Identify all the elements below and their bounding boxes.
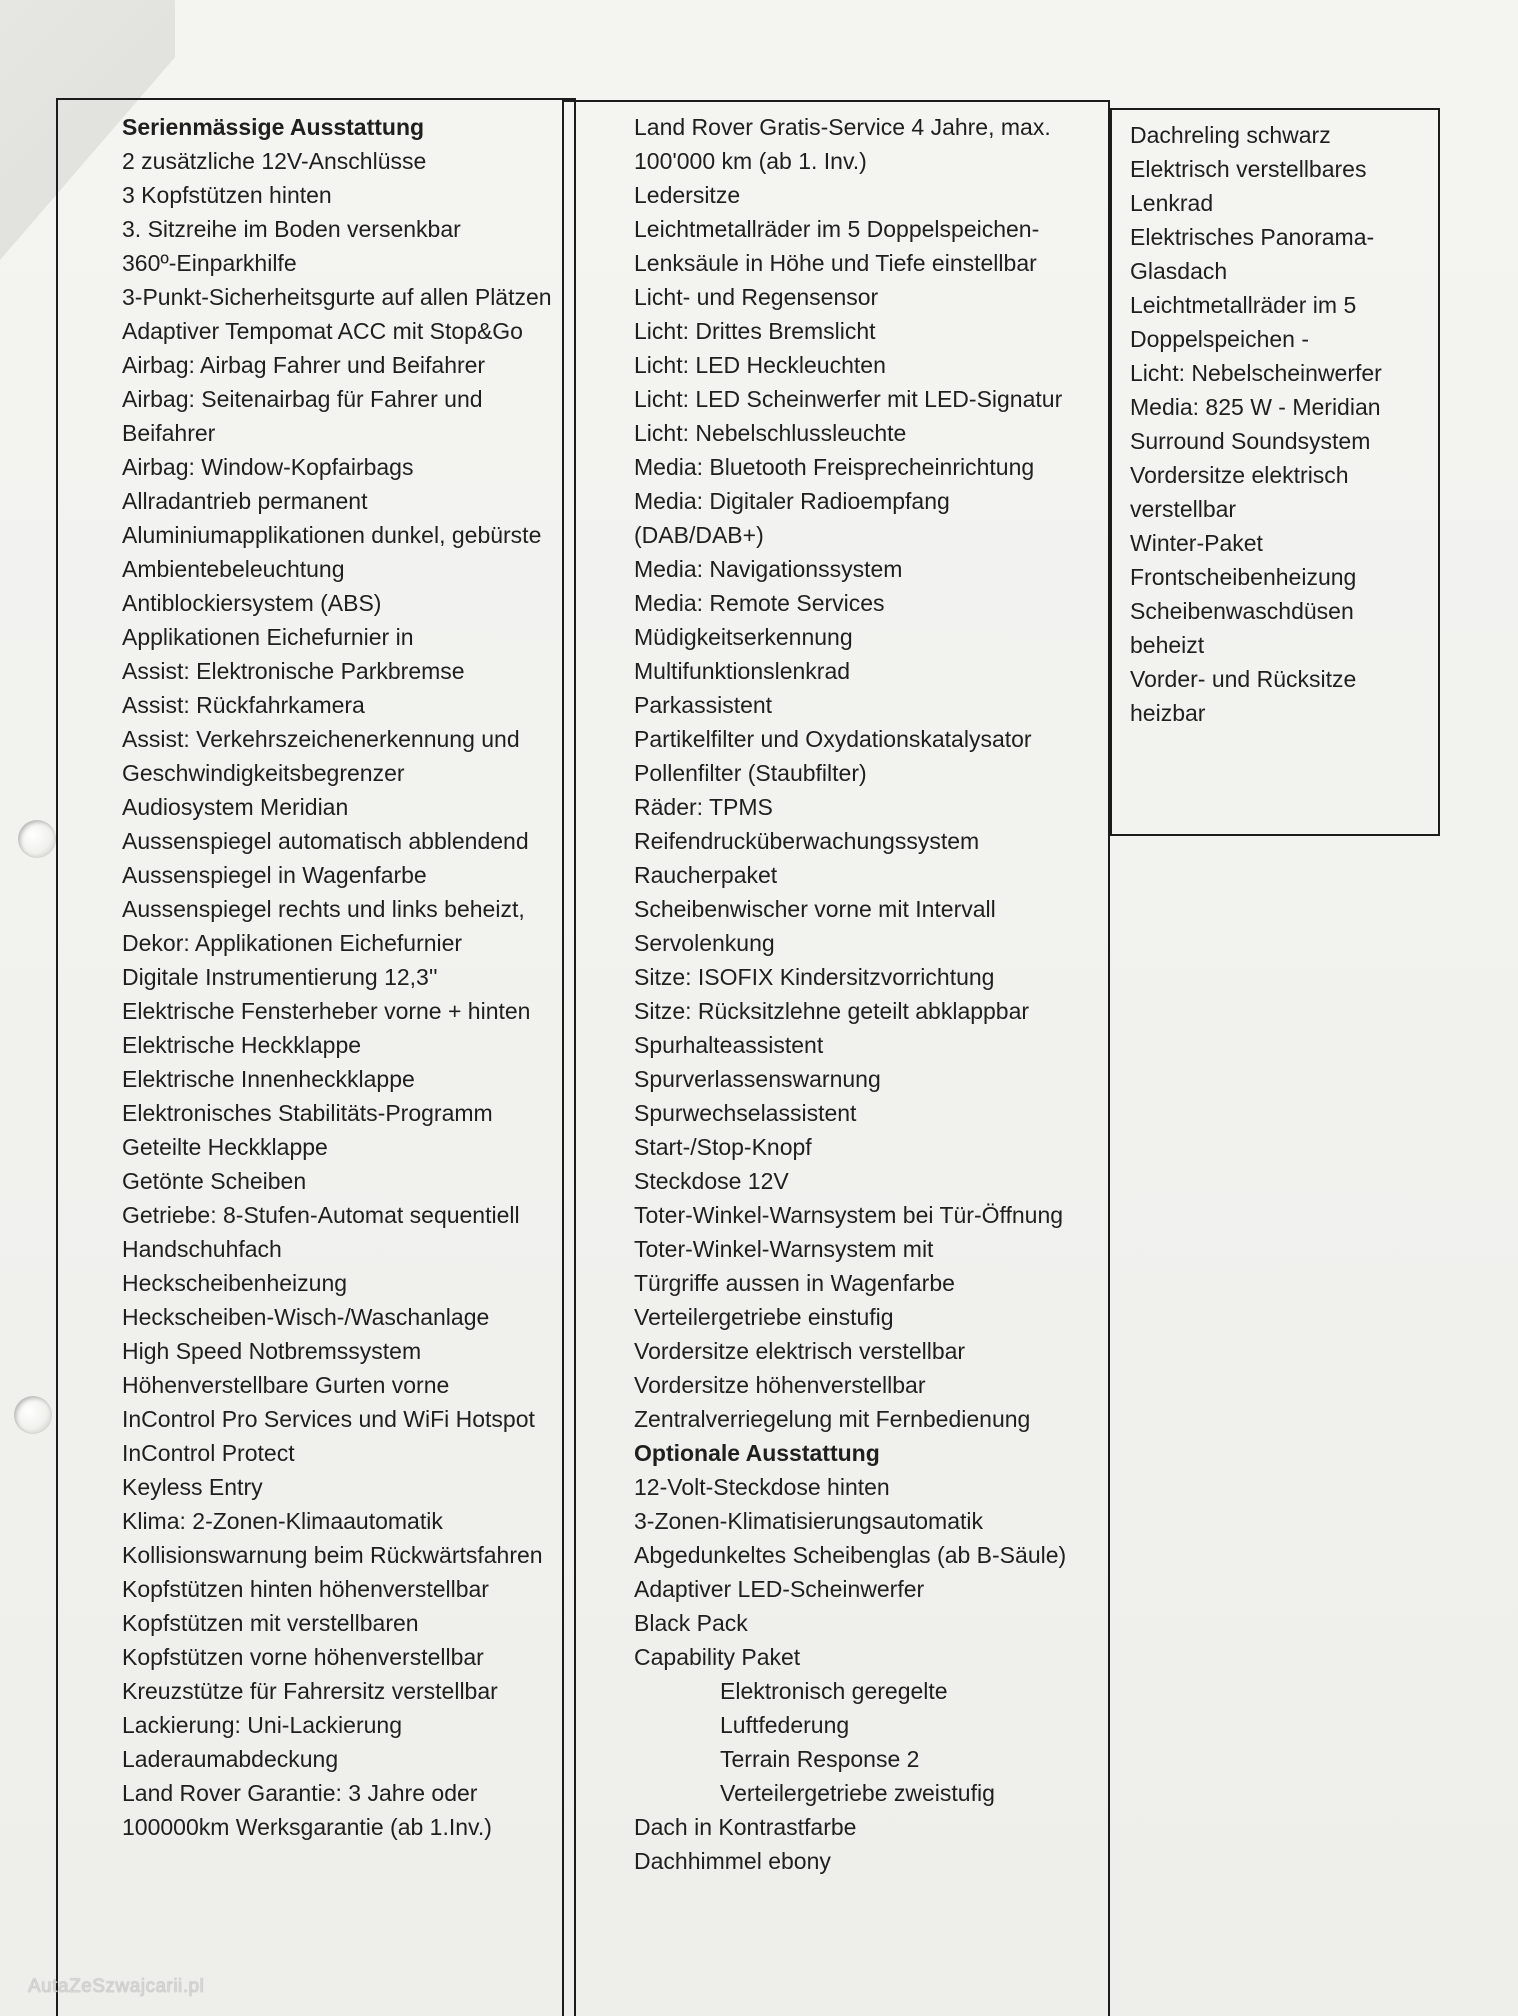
equipment-item: 360º-Einparkhilfe: [122, 250, 297, 276]
equipment-item: Elektrisch verstellbares: [1130, 156, 1367, 182]
equipment-item: Aussenspiegel in Wagenfarbe: [122, 862, 427, 888]
equipment-item: Vordersitze elektrisch: [1130, 462, 1349, 488]
equipment-item: Vordersitze höhenverstellbar: [634, 1372, 926, 1398]
equipment-item: Reifendrucküberwachungssystem: [634, 828, 980, 854]
equipment-item: Sitze: Rücksitzlehne geteilt abklappbar: [634, 998, 1030, 1024]
equipment-item: Geteilte Heckklappe: [122, 1134, 328, 1160]
equipment-item: Elektrisches Panorama-: [1130, 224, 1375, 250]
equipment-item: Multifunktionslenkrad: [634, 658, 851, 684]
equipment-item: Elektrische Fensterheber vorne + hinten: [122, 998, 531, 1024]
equipment-item: Antiblockiersystem (ABS): [122, 590, 382, 616]
equipment-item: Elektronisches Stabilitäts-Programm: [122, 1100, 493, 1126]
capability-package-sub-list: [634, 1674, 1108, 1810]
equipment-item: Verteilergetriebe einstufig: [634, 1304, 894, 1330]
equipment-item: Start-/Stop-Knopf: [634, 1134, 812, 1160]
equipment-item: 100'000 km (ab 1. Inv.): [634, 148, 867, 174]
equipment-item: Lenkrad: [1130, 190, 1214, 216]
equipment-item: Glasdach: [1130, 258, 1228, 284]
equipment-item: Assist: Rückfahrkamera: [122, 692, 365, 718]
equipment-item: InControl Protect: [122, 1440, 295, 1466]
equipment-item: Land Rover Gratis-Service 4 Jahre, max.: [634, 114, 1051, 140]
equipment-item: Geschwindigkeitsbegrenzer: [122, 760, 405, 786]
equipment-item: Heckscheibenheizung: [122, 1270, 348, 1296]
equipment-item: Spurwechselassistent: [634, 1100, 857, 1126]
equipment-item: 3. Sitzreihe im Boden versenkbar: [122, 216, 461, 242]
equipment-item: Audiosystem Meridian: [122, 794, 349, 820]
equipment-item: Elektrische Innenheckklappe: [122, 1066, 415, 1092]
equipment-item: Media: Remote Services: [634, 590, 885, 616]
equipment-item: 3-Zonen-Klimatisierungsautomatik: [634, 1508, 983, 1534]
equipment-item: Getönte Scheiben: [122, 1168, 307, 1194]
equipment-item: Lackierung: Uni-Lackierung: [122, 1712, 402, 1738]
equipment-item: Media: Bluetooth Freisprecheinrichtung: [634, 454, 1035, 480]
equipment-item: InControl Pro Services und WiFi Hotspot: [122, 1406, 535, 1432]
equipment-item: Licht- und Regensensor: [634, 284, 879, 310]
watermark: AutaZeSzwajcarii.pl: [28, 1976, 205, 1997]
equipment-item: Dachhimmel ebony: [634, 1848, 831, 1874]
equipment-item: Raucherpaket: [634, 862, 778, 888]
equipment-item: Elektronisch geregelte: [720, 1678, 948, 1704]
equipment-item: Türgriffe aussen in Wagenfarbe: [634, 1270, 955, 1296]
equipment-item: Assist: Elektronische Parkbremse: [122, 658, 465, 684]
standard-equipment-list: [122, 144, 574, 1844]
equipment-item: Ambientebeleuchtung: [122, 556, 345, 582]
equipment-item: Dach in Kontrastfarbe: [634, 1814, 857, 1840]
equipment-item: Airbag: Airbag Fahrer und Beifahrer: [122, 352, 486, 378]
equipment-item: beheizt: [1130, 632, 1205, 658]
equipment-item: 3-Punkt-Sicherheitsgurte auf allen Plätzen: [122, 284, 552, 310]
equipment-item: Partikelfilter und Oxydationskatalysator: [634, 726, 1032, 752]
equipment-item: Getriebe: 8-Stufen-Automat sequentiell: [122, 1202, 520, 1228]
equipment-item: Scheibenwischer vorne mit Intervall: [634, 896, 996, 922]
equipment-item: Lenksäule in Höhe und Tiefe einstellbar: [634, 250, 1037, 276]
equipment-item: Aussenspiegel rechts und links beheizt,: [122, 896, 525, 922]
equipment-item: Licht: Nebelschlussleuchte: [634, 420, 907, 446]
equipment-item: Handschuhfach: [122, 1236, 282, 1262]
equipment-item: 100000km Werksgarantie (ab 1.Inv.): [122, 1814, 492, 1840]
equipment-item: Leichtmetallräder im 5 Doppelspeichen-: [634, 216, 1040, 242]
equipment-item: 12-Volt-Steckdose hinten: [634, 1474, 890, 1500]
equipment-item: Spurverlassenswarnung: [634, 1066, 881, 1092]
equipment-item: Toter-Winkel-Warnsystem bei Tür-Öffnung: [634, 1202, 1064, 1228]
equipment-item: Airbag: Window-Kopfairbags: [122, 454, 414, 480]
equipment-item: Spurhalteassistent: [634, 1032, 824, 1058]
equipment-item: Allradantrieb permanent: [122, 488, 368, 514]
equipment-item: Aussenspiegel automatisch abblendend: [122, 828, 529, 854]
equipment-item: Media: Navigationssystem: [634, 556, 903, 582]
equipment-item: Frontscheibenheizung: [1130, 564, 1357, 590]
equipment-item: Vorder- und Rücksitze: [1130, 666, 1357, 692]
equipment-item: Winter-Paket: [1130, 530, 1263, 556]
equipment-item: Kopfstützen mit verstellbaren: [122, 1610, 419, 1636]
equipment-item: heizbar: [1130, 700, 1206, 726]
equipment-item: verstellbar: [1130, 496, 1237, 522]
equipment-item: Applikationen Eichefurnier in: [122, 624, 414, 650]
equipment-item: Sitze: ISOFIX Kindersitzvorrichtung: [634, 964, 995, 990]
equipment-item: High Speed Notbremssystem: [122, 1338, 422, 1364]
equipment-item: Abgedunkeltes Scheibenglas (ab B-Säule): [634, 1542, 1067, 1568]
equipment-item: Adaptiver Tempomat ACC mit Stop&Go: [122, 318, 523, 344]
equipment-item: Zentralverriegelung mit Fernbedienung: [634, 1406, 1031, 1432]
equipment-item: Surround Soundsystem: [1130, 428, 1371, 454]
equipment-item: Servolenkung: [634, 930, 775, 956]
equipment-item: Räder: TPMS: [634, 794, 773, 820]
standard-equipment-heading: Serienmässige Ausstattung: [122, 114, 425, 140]
equipment-item: Kopfstützen hinten höhenverstellbar: [122, 1576, 489, 1602]
equipment-item: Kreuzstütze für Fahrersitz verstellbar: [122, 1678, 498, 1704]
equipment-item: Dekor: Applikationen Eichefurnier: [122, 930, 463, 956]
equipment-item: Licht: LED Scheinwerfer mit LED-Signatur: [634, 386, 1063, 412]
equipment-item: Vordersitze elektrisch verstellbar: [634, 1338, 966, 1364]
equipment-item: Parkassistent: [634, 692, 773, 718]
equipment-item: Klima: 2-Zonen-Klimaautomatik: [122, 1508, 443, 1534]
equipment-item: 2 zusätzliche 12V-Anschlüsse: [122, 148, 427, 174]
standard-equipment-list-continued: [634, 110, 1108, 1436]
standard-equipment-column: [56, 98, 576, 2016]
equipment-item: Müdigkeitserkennung: [634, 624, 853, 650]
equipment-item: Media: Digitaler Radioempfang: [634, 488, 950, 514]
equipment-item: Black Pack: [634, 1610, 748, 1636]
equipment-item: Aluminiumapplikationen dunkel, gebürste: [122, 522, 542, 548]
punch-hole: [14, 1396, 52, 1434]
equipment-item: Doppelspeichen -: [1130, 326, 1310, 352]
equipment-item: Dachreling schwarz: [1130, 122, 1331, 148]
equipment-item: Digitale Instrumentierung 12,3'': [122, 964, 438, 990]
equipment-item: Toter-Winkel-Warnsystem mit: [634, 1236, 934, 1262]
equipment-item: Capability Paket: [634, 1644, 801, 1670]
optional-equipment-heading: Optionale Ausstattung: [634, 1440, 880, 1466]
equipment-item: Höhenverstellbare Gurten vorne: [122, 1372, 450, 1398]
equipment-item: Beifahrer: [122, 420, 216, 446]
equipment-column-2: [562, 100, 1110, 2016]
equipment-item: Elektrische Heckklappe: [122, 1032, 362, 1058]
equipment-item: Adaptiver LED-Scheinwerfer: [634, 1576, 925, 1602]
equipment-item: 3 Kopfstützen hinten: [122, 182, 332, 208]
optional-equipment-list: [634, 1470, 1108, 1674]
additional-options-box: [1110, 108, 1440, 836]
additional-options-list: [1130, 118, 1438, 730]
equipment-item: Media: 825 W - Meridian: [1130, 394, 1381, 420]
optional-equipment-list-continued: [634, 1810, 1108, 1878]
equipment-item: Airbag: Seitenairbag für Fahrer und: [122, 386, 483, 412]
equipment-item: Licht: LED Heckleuchten: [634, 352, 886, 378]
equipment-item: Assist: Verkehrszeichenerkennung und: [122, 726, 520, 752]
equipment-item: Verteilergetriebe zweistufig: [720, 1780, 995, 1806]
equipment-item: Leichtmetallräder im 5: [1130, 292, 1357, 318]
equipment-item: Kopfstützen vorne höhenverstellbar: [122, 1644, 484, 1670]
equipment-item: Luftfederung: [720, 1712, 850, 1738]
equipment-item: Laderaumabdeckung: [122, 1746, 339, 1772]
punch-hole: [18, 820, 56, 858]
equipment-item: (DAB/DAB+): [634, 522, 764, 548]
equipment-item: Scheibenwaschdüsen: [1130, 598, 1354, 624]
equipment-item: Steckdose 12V: [634, 1168, 789, 1194]
equipment-item: Heckscheiben-Wisch-/Waschanlage: [122, 1304, 490, 1330]
equipment-item: Licht: Nebelscheinwerfer: [1130, 360, 1382, 386]
equipment-item: Pollenfilter (Staubfilter): [634, 760, 867, 786]
equipment-item: Ledersitze: [634, 182, 741, 208]
equipment-item: Kollisionswarnung beim Rückwärtsfahren: [122, 1542, 543, 1568]
equipment-item: Land Rover Garantie: 3 Jahre oder: [122, 1780, 478, 1806]
equipment-item: Keyless Entry: [122, 1474, 263, 1500]
equipment-item: Terrain Response 2: [720, 1746, 920, 1772]
equipment-item: Licht: Drittes Bremslicht: [634, 318, 876, 344]
